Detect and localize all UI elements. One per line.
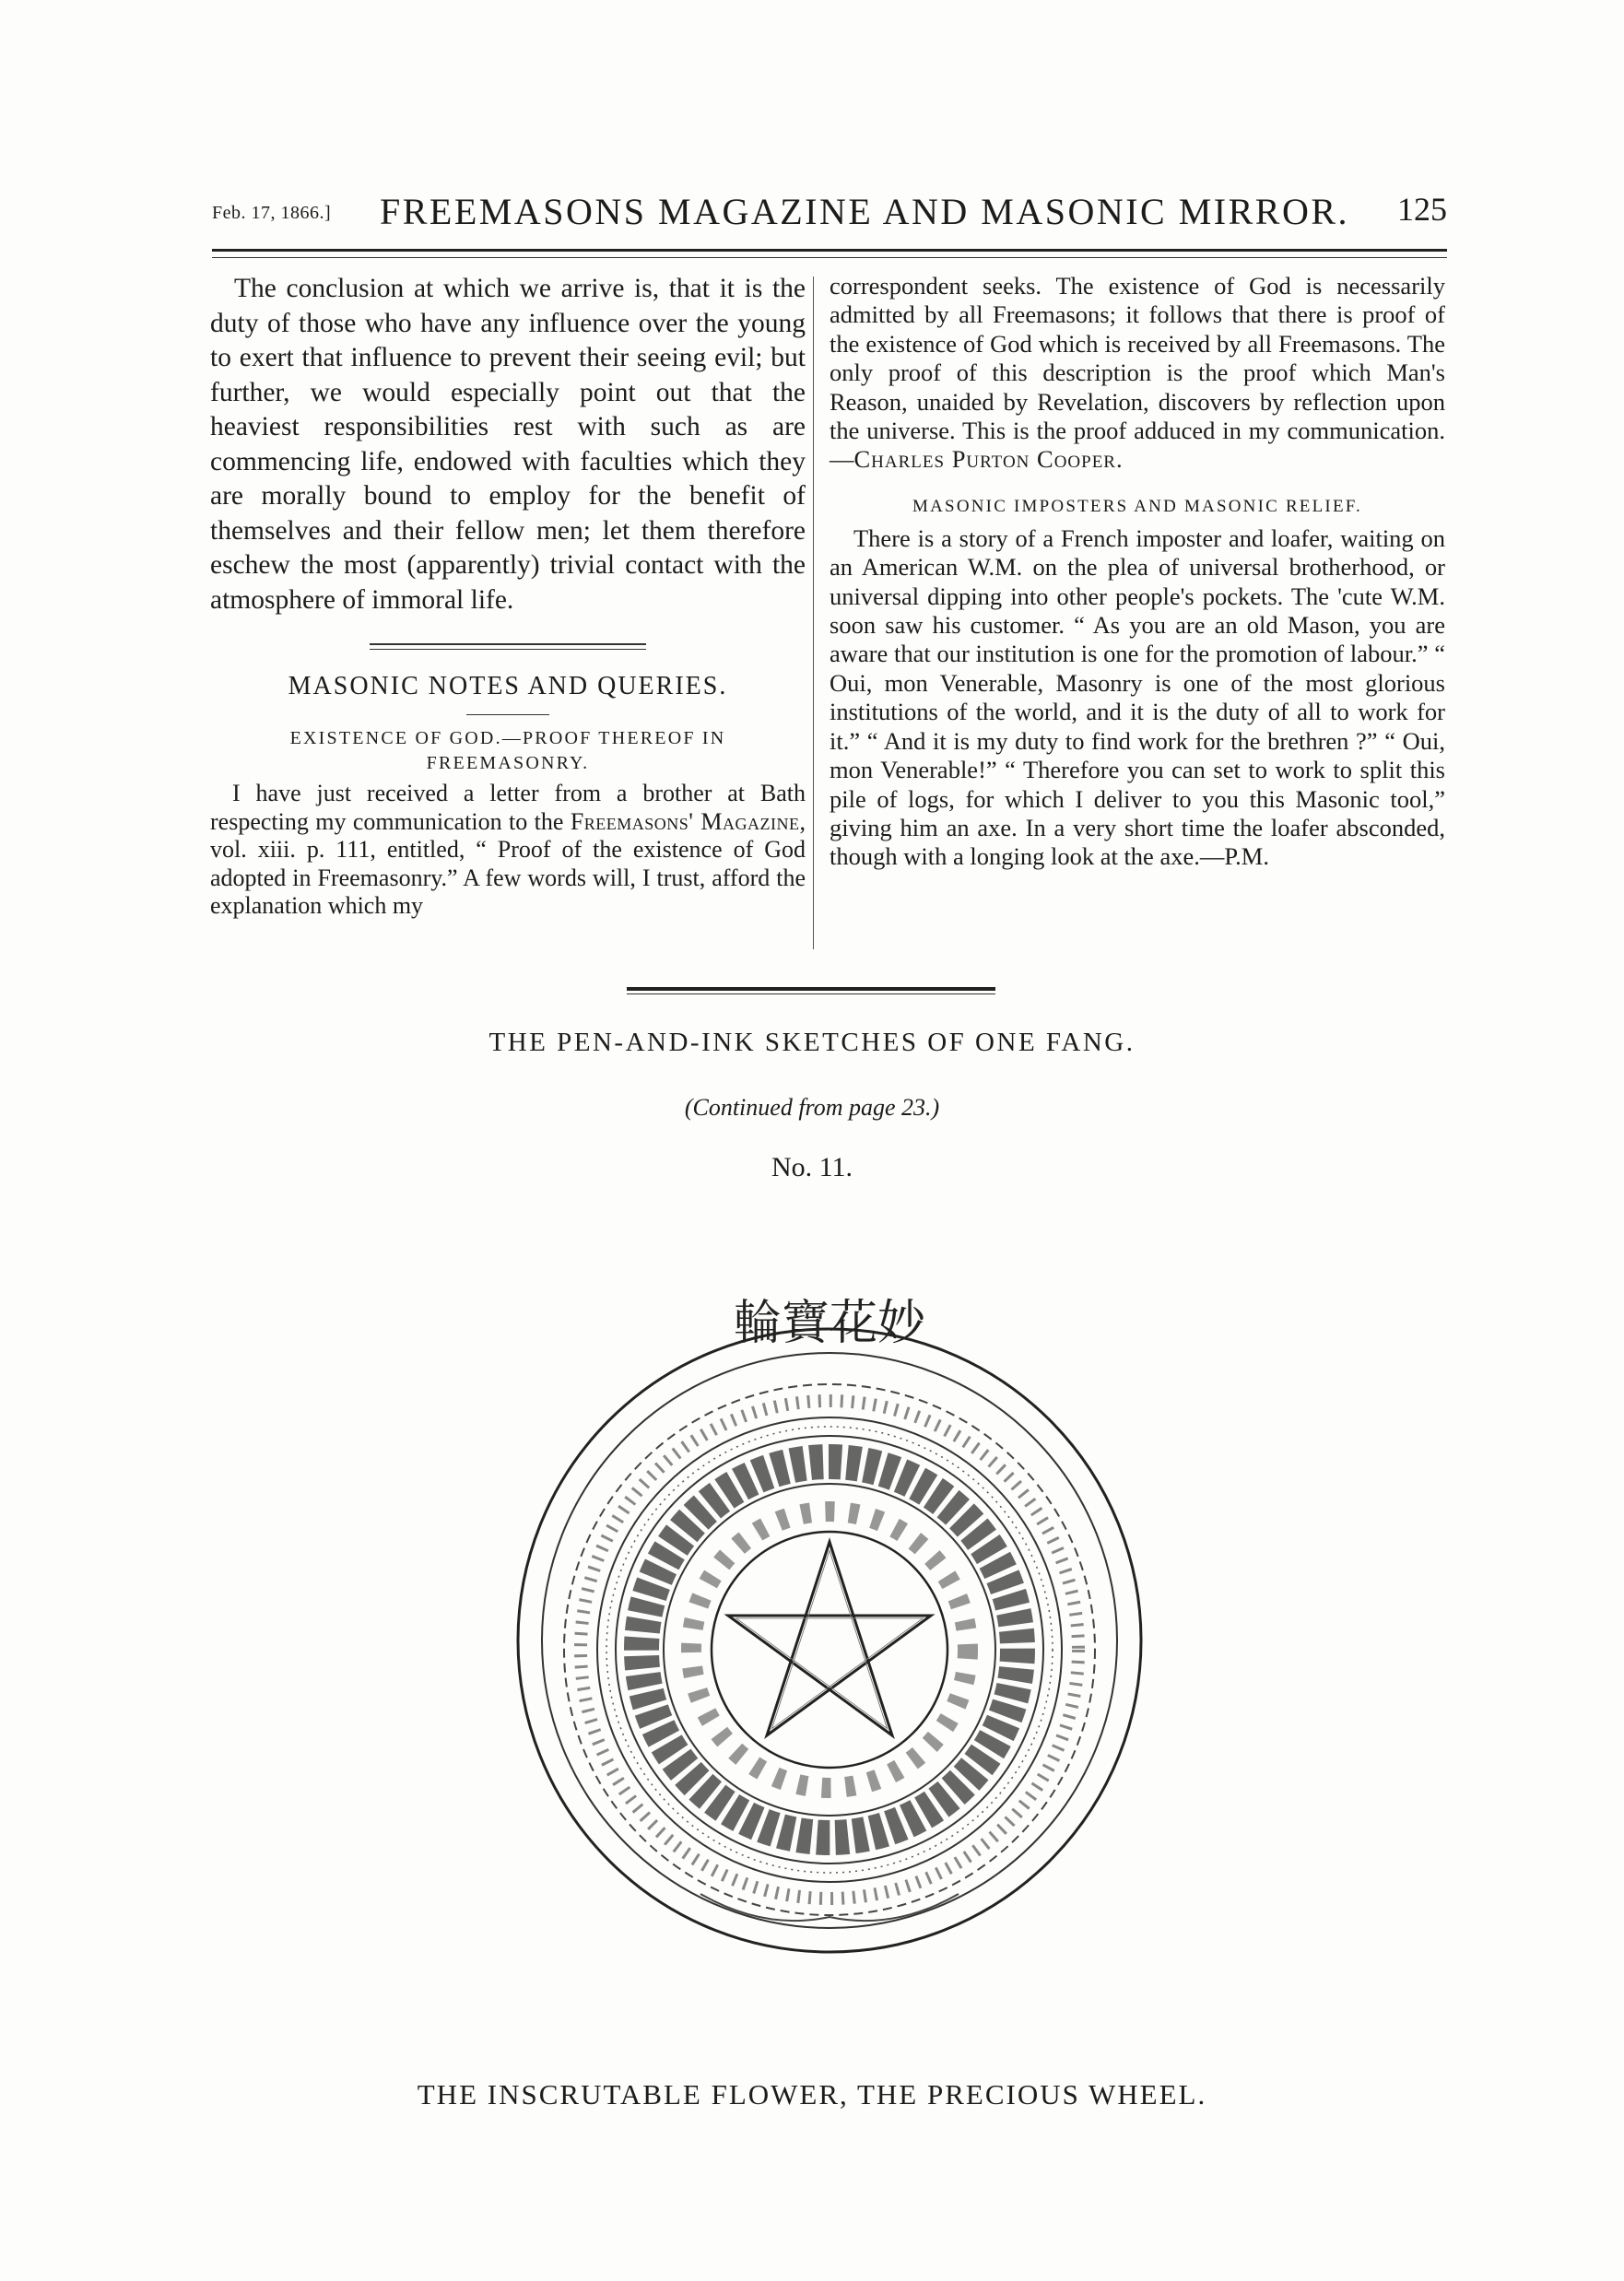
heading-short-rule <box>466 714 549 715</box>
pentagram-circle <box>712 1532 947 1768</box>
right-column <box>830 272 1445 872</box>
illustration-caption: THE INSCRUTABLE FLOWER, THE PRECIOUS WHEEL. <box>417 2078 1207 2111</box>
column-divider <box>813 276 814 949</box>
header-rule-thin <box>212 257 1447 258</box>
sketch-number: No. 11. <box>771 1152 853 1182</box>
existence-of-god-heading: EXISTENCE OF GOD.—PROOF THEREOF IN FREEMASONRY. <box>289 728 726 773</box>
pentagram <box>728 1542 931 1735</box>
header-rule <box>212 249 1447 252</box>
continuation-text: correspondent seeks. The existence of God is necessarily admitted by all Freemasons; it follows that there is proof of the existence of God which is received by all Freemasons. The only proof of this description is the proof which Man's Reason, unaided by Revelation, discovers by reflection upon the universe. This is the proof adduced in my communication.— <box>830 272 1445 474</box>
sketch-rule <box>627 987 995 991</box>
section-divider <box>370 643 646 650</box>
cloud-tail <box>700 1894 959 1921</box>
pentagram-inner-line <box>736 1550 923 1728</box>
outer-ring <box>518 1329 1141 1952</box>
ornament-band <box>606 1427 1053 1873</box>
article-text-part2: , vol. xiii. p. 111, entitled, “ Proof of the existence of God adopted in Freemasonry.” A few words will, I trust, afford the explanation which my <box>210 807 806 919</box>
page-number: 125 <box>1397 191 1447 228</box>
precious-wheel-illustration <box>516 1230 1143 2051</box>
conclusion-paragraph: The conclusion at which we arrive is, that it is the duty of those who have any influence over the young to exert that influence to prevent their seeing evil; but further, we would especially point out that the heaviest responsibilities rest with such as are commencing life, endowed with faculties which they are morally bound to employ for the benefit of themselves and their fellow men; let them therefore eschew the most (apparently) trivial contact with the atmosphere of immoral life. <box>210 274 806 615</box>
imposters-heading: MASONIC IMPOSTERS AND MASONIC RELIEF. <box>912 496 1362 516</box>
notes-queries-heading: MASONIC NOTES AND QUERIES. <box>288 672 728 700</box>
sketch-title: THE PEN-AND-INK SKETCHES OF ONE FANG. <box>488 1028 1136 1057</box>
magazine-title: FREEMASONS MAGAZINE AND MASONIC MIRROR. <box>380 191 1350 232</box>
continued-note: (Continued from page 23.) <box>684 1094 940 1121</box>
continuation-paragraph <box>830 272 1445 475</box>
article-text-part1: I have just received a letter from a brother at Bath respecting my communication to the <box>210 780 806 835</box>
imposters-text: There is a story of a French imposter and loafer, waiting on an American W.M. on the plea of universal brotherhood, or universal dipping into other people's pockets. The 'cute W.M. soon saw his customer. “ As you are an old Mason, you are aware that our institution is one for the promotion of labour.” “ Oui, mon Venerable, Masonry is one of the most glorious institutions of the world, and it is the duty of all to work for it.” “ And it is my duty to find work for the brethren ?” “ Oui, mon Venerable!” “ Therefore you can set to work to split this pile of logs, for which I deliver to you this Masonic tool,” giving him an axe. In a very short time the loafer absconded, though with a longing look at the axe.—P.M. <box>830 523 1445 871</box>
chinese-inscription: 輪寶花妙 <box>733 1296 926 1351</box>
existence-of-god-text <box>210 780 806 921</box>
wheel-drawing <box>516 1230 1143 2051</box>
issue-date: Feb. 17, 1866.] <box>212 203 332 223</box>
left-column <box>210 272 806 921</box>
author-signature: Charles Purton Cooper. <box>853 445 1124 474</box>
cloud-band-inner <box>597 1417 1062 1882</box>
running-head <box>212 184 1447 240</box>
script-ring-outer <box>616 1436 1043 1864</box>
magazine-reference: Freemasons' Magazine <box>570 807 800 835</box>
script-ring-inner <box>664 1484 995 1816</box>
inner-glyph-ring <box>691 1511 968 1788</box>
